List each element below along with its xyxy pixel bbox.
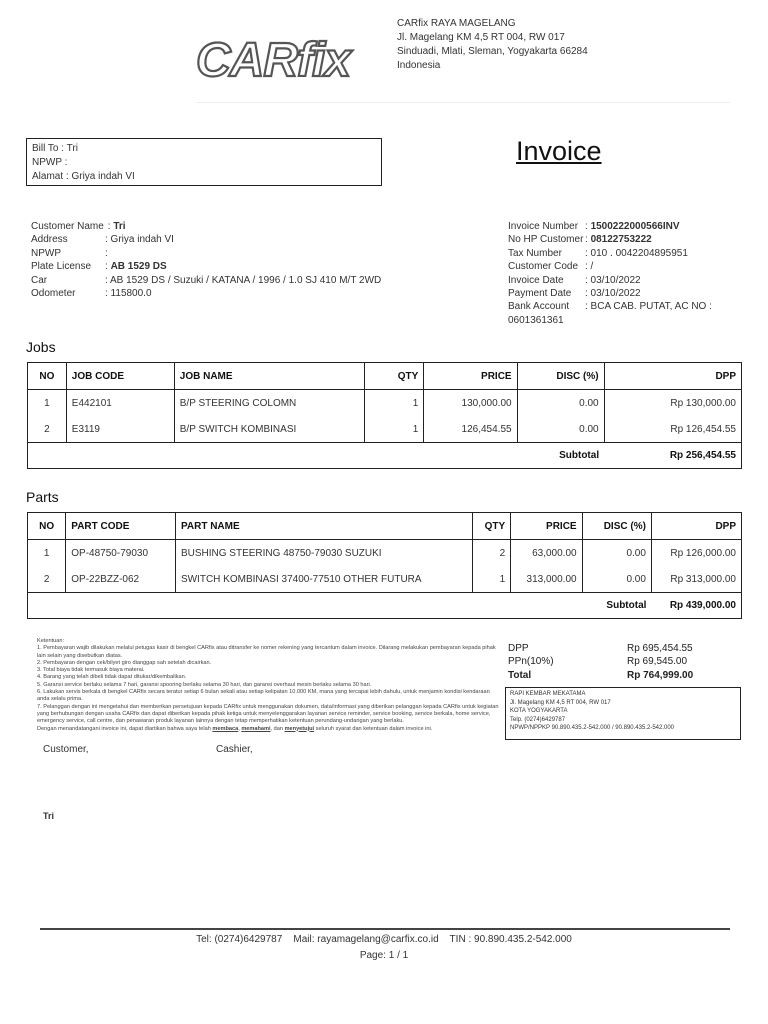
parts-subtotal: Rp 439,000.00	[651, 593, 741, 619]
total-label: Total	[508, 669, 532, 681]
company-address-line2: Sinduadi, Mlati, Sleman, Yogyakarta 66284	[397, 46, 588, 57]
col-job-name: JOB NAME	[174, 363, 364, 390]
customer-name-label: Customer Name	[31, 221, 104, 232]
invoice-date-label: Invoice Date	[508, 274, 564, 286]
cell-qty: 1	[472, 567, 510, 593]
cell-no: 2	[28, 567, 66, 593]
customer-name-sep: :	[105, 221, 114, 232]
col-dpp: DPP	[604, 363, 741, 390]
bill-to-alamat: Alamat : Griya indah VI	[32, 171, 135, 182]
col-no: NO	[28, 513, 66, 540]
col-disc: DISC (%)	[517, 363, 604, 390]
cell-qty: 2	[472, 540, 510, 567]
tax-label: Tax Number	[508, 247, 562, 259]
jobs-title: Jobs	[26, 339, 56, 355]
carfix-logo	[196, 38, 372, 80]
tax-box-line: Jl. Magelang KM 4,5 RT 004, RW 017	[510, 699, 611, 706]
cell-price: 313,000.00	[511, 567, 582, 593]
tax-value: : 010 . 0042204895951	[585, 247, 688, 259]
car-label: Car	[31, 274, 48, 286]
cell-dpp: Rp 126,454.55	[604, 417, 741, 443]
terms-line: 6. Lakukan servis berkala di bengkel CARfix secara teratur setiap 6 bulan sekali atau setiap kelipatan 10.000 KM, mana yang tercapai lebih dahulu, untuk menjamin kondisi kendaraan anda selalu prima.	[37, 689, 490, 703]
total-value: Rp 764,999.00	[627, 669, 694, 681]
ppn-label: PPn(10%)	[508, 656, 554, 668]
col-no: NO	[28, 363, 67, 390]
tax-box-line: KOTA YOGYAKARTA	[510, 708, 568, 714]
customer-signature-label: Customer,	[43, 744, 89, 755]
header-divider	[196, 102, 730, 103]
cell-no: 2	[28, 417, 67, 443]
bank-account-number: 0601361361	[508, 314, 564, 326]
cell-disc: 0.00	[582, 540, 651, 567]
cell-dpp: Rp 313,000.00	[651, 567, 741, 593]
cell-name: B/P STEERING COLOMN	[174, 390, 364, 417]
cell-dpp: Rp 126,000.00	[651, 540, 741, 567]
subtotal-row	[28, 593, 742, 619]
page-number: Page: 1 / 1	[359, 950, 409, 961]
company-tax-box	[505, 687, 741, 740]
table-row	[28, 417, 742, 443]
cell-name: SWITCH KOMBINASI 37400-77510 OTHER FUTURA	[175, 567, 472, 593]
terms-line: 7. Pelanggan dengan ini mengetahui dan memberikan persetujuan kepada CARfix untuk menggunakan dokumen, data/informasi yang diberikan pelanggan kepada CARfix untuk kegiatan yang berhubungan dengan usaha CARfix dan dapat diberikan kepada pihak ketiga untuk menyelenggarakan layanan service reminder, service booking, service berkala, home service, emergency service, call centre, dan penawaran produk layanan lainnya dengan tetap memperhatikan ketentuan perundang-undangan yang berlaku.	[37, 703, 499, 725]
customer-code-label: Customer Code	[508, 261, 579, 273]
footer-divider	[40, 928, 730, 930]
bill-to-box	[26, 138, 382, 186]
bill-to: Bill To : Tri	[32, 143, 78, 154]
terms-line: 3. Total biaya tidak termasuk biaya materai.	[37, 667, 145, 674]
cell-no: 1	[28, 390, 67, 417]
cell-name: BUSHING STEERING 48750-79030 SUZUKI	[175, 540, 472, 567]
payment-date-label: Payment Date	[508, 288, 572, 300]
customer-signature-name: Tri	[43, 811, 55, 821]
ppn-value: Rp 69,545.00	[627, 656, 688, 668]
payment-date-value: : 03/10/2022	[585, 288, 641, 300]
closing-text: Dengan menandatangani invoice ini, dapat diartikan bahwa saya telah	[37, 725, 213, 732]
customer-info	[31, 220, 381, 300]
invoice-number: 1500222000566INV	[590, 221, 680, 232]
hp-sep: :	[585, 234, 591, 246]
cell-dpp: Rp 130,000.00	[604, 390, 741, 417]
closing-sep: ,	[238, 725, 242, 732]
terms-line: 1. Pembayaran wajib dilakukan melalui petugas kasir di bengkel CARfix atau ditransfer ke nomer rekening yang tercantum dalam invoice. Dilarang melakukan pembayaran kepada pihak lain selain yang disebutkan diatas.	[37, 645, 496, 659]
cell-qty: 1	[364, 390, 424, 417]
address-value: : Griya indah VI	[105, 234, 174, 246]
col-qty: QTY	[364, 363, 424, 390]
cell-price: 63,000.00	[511, 540, 582, 567]
customer-name: Tri	[113, 221, 126, 232]
company-address	[397, 17, 588, 73]
cell-price: 126,454.55	[424, 417, 517, 443]
jobs-subtotal-label: Subtotal	[517, 443, 604, 469]
company-name: CARfix RAYA MAGELANG	[397, 18, 516, 29]
invoice-title: Invoice	[516, 136, 602, 166]
address-label: Address	[31, 234, 68, 246]
closing-word: membaca	[212, 725, 239, 732]
closing-word: menyetujui	[284, 725, 315, 732]
bill-to-npwp: NPWP :	[32, 157, 68, 168]
cell-disc: 0.00	[582, 567, 651, 593]
dpp-value: Rp 695,454.55	[627, 643, 693, 654]
table-header-row	[28, 513, 742, 540]
bank-account-value: : BCA CAB. PUTAT, AC NO :	[585, 301, 712, 313]
terms-line: 4. Barang yang telah dibeli tidak dapat ditukar/dikembalikan.	[37, 674, 187, 681]
tax-box-line: NPWP/NPPKP 90.890.435.2-542.000 / 90.890.435.2-542.000	[510, 725, 675, 731]
terms-closing	[37, 726, 500, 733]
cell-qty: 1	[364, 417, 424, 443]
invoice-date-value: : 03/10/2022	[585, 274, 641, 286]
bank-account-label: Bank Account	[508, 301, 570, 313]
hp-label: No HP Customer	[508, 234, 584, 246]
parts-table	[27, 512, 742, 619]
company-address-line1: Jl. Magelang KM 4,5 RT 004, RW 017	[397, 32, 565, 43]
odometer-value: : 115800.0	[105, 288, 152, 300]
terms-and-conditions	[37, 638, 500, 733]
terms-line: 5. Garansi service berlaku selama 7 hari, garansi spooring berlaku selama 30 hari, dan garansi overhaul mesin berlaku selama 30 hari.	[37, 681, 372, 688]
cell-price: 130,000.00	[424, 390, 517, 417]
cell-code: E442101	[66, 390, 174, 417]
invoice-info	[508, 220, 733, 327]
dpp-label: DPP	[508, 643, 529, 654]
table-row	[28, 567, 742, 593]
col-dpp: DPP	[651, 513, 741, 540]
table-row	[28, 390, 742, 417]
col-price: PRICE	[424, 363, 517, 390]
col-part-code: PART CODE	[66, 513, 176, 540]
cell-no: 1	[28, 540, 66, 567]
terms-line: 2. Pembayaran dengan cek/bilyet giro dianggap sah setelah dicairkan.	[37, 659, 212, 666]
parts-subtotal-label: Subtotal	[582, 593, 651, 619]
col-part-name: PART NAME	[175, 513, 472, 540]
col-qty: QTY	[472, 513, 510, 540]
totals	[508, 642, 733, 682]
closing-word: memahami	[241, 725, 271, 732]
cell-code: OP-22BZZ-062	[66, 567, 176, 593]
plate-sep: :	[105, 261, 111, 273]
cell-disc: 0.00	[517, 417, 604, 443]
closing-text: seluruh syarat dan ketentuan dalam invoice ini.	[314, 725, 433, 732]
col-price: PRICE	[511, 513, 582, 540]
table-row	[28, 540, 742, 567]
odometer-label: Odometer	[31, 288, 76, 300]
plate-value: AB 1529 DS	[110, 261, 167, 273]
cell-code: OP-48750-79030	[66, 540, 176, 567]
tax-box-line: Telp. (0274)6429787	[510, 716, 566, 723]
customer-code-value: : /	[585, 261, 594, 273]
closing-sep: , dan	[270, 725, 285, 732]
terms-heading: Ketentuan:	[37, 638, 65, 644]
col-disc: DISC (%)	[582, 513, 651, 540]
tax-box-line: RAPI KEMBAR MEKATAMA	[510, 691, 586, 697]
cell-disc: 0.00	[517, 390, 604, 417]
cell-code: E3119	[66, 417, 174, 443]
hp-value: 08122753222	[590, 234, 652, 246]
cell-name: B/P SWITCH KOMBINASI	[174, 417, 364, 443]
logo-text: CARfix	[196, 38, 351, 80]
footer-contact: Tel: (0274)6429787 Mail: rayamagelang@carfix.co.id TIN : 90.890.435.2-542.000	[196, 934, 572, 945]
jobs-table	[27, 362, 742, 469]
invoice-number-label: Invoice Number	[508, 221, 579, 232]
col-job-code: JOB CODE	[66, 363, 174, 390]
parts-title: Parts	[26, 489, 59, 505]
plate-label: Plate License	[31, 261, 92, 273]
subtotal-row	[28, 443, 742, 469]
npwp-value: :	[105, 247, 108, 259]
jobs-subtotal: Rp 256,454.55	[604, 443, 741, 469]
car-value: : AB 1529 DS / Suzuki / KATANA / 1996 / 1.0 SJ 410 M/T 2WD	[105, 274, 382, 286]
npwp-label: NPWP	[31, 247, 61, 259]
company-country: Indonesia	[397, 60, 441, 71]
table-header-row	[28, 363, 742, 390]
cashier-signature-label: Cashier,	[216, 744, 253, 755]
invoice-number-sep: :	[585, 221, 591, 232]
